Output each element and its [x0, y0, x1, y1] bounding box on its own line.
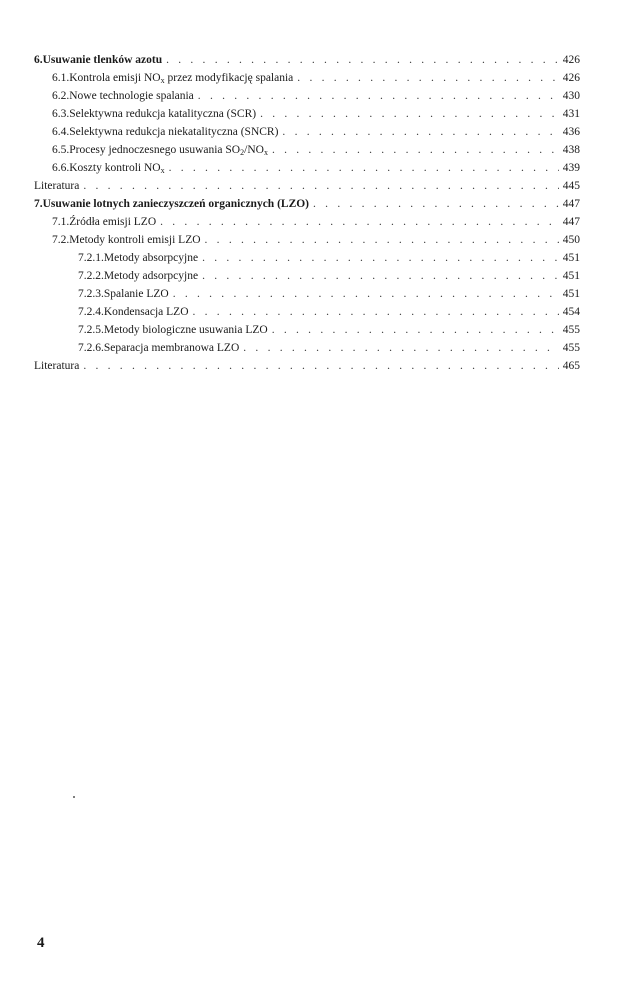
toc-leader — [260, 107, 559, 121]
toc-leader — [160, 215, 559, 229]
toc-title: Źródła emisji LZO — [69, 216, 157, 228]
print-speck — [73, 796, 75, 798]
toc-number: 6.3. — [52, 108, 70, 120]
toc-page: 455 — [562, 324, 580, 336]
toc-leader — [313, 197, 559, 211]
toc-leader — [169, 161, 559, 175]
toc-entry-literatura-6 — [34, 179, 580, 193]
toc-page: 451 — [562, 270, 580, 282]
toc-title: Metody absorpcyjne — [103, 252, 199, 264]
toc-page: 426 — [562, 72, 580, 84]
toc-title: Literatura — [34, 360, 80, 372]
toc-leader — [202, 251, 559, 265]
toc-entry-7 — [34, 197, 580, 211]
toc-page: 431 — [562, 108, 580, 120]
toc-leader — [202, 269, 559, 283]
toc-page: 436 — [562, 126, 580, 138]
toc-number: 6.1. — [52, 72, 70, 84]
toc-number: 6.2. — [52, 90, 70, 102]
toc-number: 6.4. — [52, 126, 70, 138]
toc-entry-6-5 — [52, 143, 580, 157]
toc-title: Separacja membranowa LZO — [103, 342, 240, 354]
toc-entry-6-4 — [52, 125, 580, 139]
toc-leader — [83, 359, 558, 373]
toc-leader — [198, 89, 559, 103]
toc-page: 450 — [562, 234, 580, 246]
page-number: 4 — [37, 935, 45, 951]
toc-leader — [272, 143, 559, 157]
toc-title: Metody adsorpcyjne — [103, 270, 199, 282]
toc-number: 7.1. — [52, 216, 70, 228]
toc-page: 447 — [562, 216, 580, 228]
toc-leader — [282, 125, 558, 139]
toc-title: Metody biologiczne usuwania LZO — [103, 324, 268, 336]
toc-entry-7-2-3 — [78, 287, 580, 301]
toc-page: 447 — [562, 198, 580, 210]
toc-page: 455 — [562, 342, 580, 354]
toc-leader — [297, 71, 558, 85]
toc-entry-7-2-4 — [78, 305, 580, 319]
toc-number: 7.2. — [52, 234, 70, 246]
toc-title: Nowe technologie spalania — [69, 90, 194, 102]
toc-entry-7-1 — [52, 215, 580, 229]
toc-page: 438 — [562, 144, 580, 156]
toc-title: Spalanie LZO — [103, 288, 169, 300]
toc-page: 426 — [562, 54, 580, 66]
toc-entry-7-2-2 — [78, 269, 580, 283]
toc-leader — [272, 323, 559, 337]
toc-number: 7.2.2. — [78, 270, 104, 282]
toc-title: Kontrola emisji $NO_x$ przez modyfikację spalania — [69, 72, 294, 85]
toc-page: 445 — [562, 180, 580, 192]
toc-entry-7-2 — [52, 233, 580, 247]
toc-number: 7.2.4. — [78, 306, 104, 318]
toc-title: Selektywna redukcja katalityczna (SCR) — [69, 108, 257, 120]
toc-number: 7. — [34, 198, 43, 210]
toc-number: 7.2.1. — [78, 252, 104, 264]
toc-leader — [173, 287, 559, 301]
toc-title: Selektywna redukcja niekatalityczna (SNCR) — [69, 126, 279, 138]
toc-entry-6-3 — [52, 107, 580, 121]
toc-title: Usuwanie lotnych zanieczyszczeń organicznych (LZO) — [42, 198, 310, 210]
toc-entry-7-2-5 — [78, 323, 580, 337]
toc-number: 6.6. — [52, 162, 70, 174]
toc-number: 6. — [34, 54, 43, 66]
toc-leader — [193, 305, 559, 319]
toc-title: Procesy jednoczesnego usuwania $SO_2/NO_x$ — [69, 144, 268, 157]
toc-title: Kondensacja LZO — [103, 306, 189, 318]
toc-entry-6 — [34, 53, 580, 67]
toc-entry-7-2-6 — [78, 341, 580, 355]
toc-entry-7-2-1 — [78, 251, 580, 265]
toc-leader — [83, 179, 558, 193]
toc-number: 7.2.6. — [78, 342, 104, 354]
toc-page: 430 — [562, 90, 580, 102]
toc-number: 7.2.5. — [78, 324, 104, 336]
toc-title: Literatura — [34, 180, 80, 192]
toc-page: 465 — [562, 360, 580, 372]
toc-number: 6.5. — [52, 144, 70, 156]
toc-title: Usuwanie tlenków azotu — [42, 54, 163, 66]
toc-page: 451 — [562, 288, 580, 300]
toc-entry-6-2 — [52, 89, 580, 103]
toc-title: Koszty kontroli $NO_x$ — [69, 162, 165, 175]
toc-entry-literatura-7 — [34, 359, 580, 373]
toc-leader — [205, 233, 559, 247]
toc-entry-6-6 — [52, 161, 580, 175]
toc-leader — [243, 341, 558, 355]
toc-page: 454 — [562, 306, 580, 318]
toc-number: 7.2.3. — [78, 288, 104, 300]
toc-leader — [166, 53, 559, 67]
toc-entry-6-1 — [52, 71, 580, 85]
toc-title: Metody kontroli emisji LZO — [69, 234, 201, 246]
toc-page: 451 — [562, 252, 580, 264]
toc-page: 439 — [562, 162, 580, 174]
